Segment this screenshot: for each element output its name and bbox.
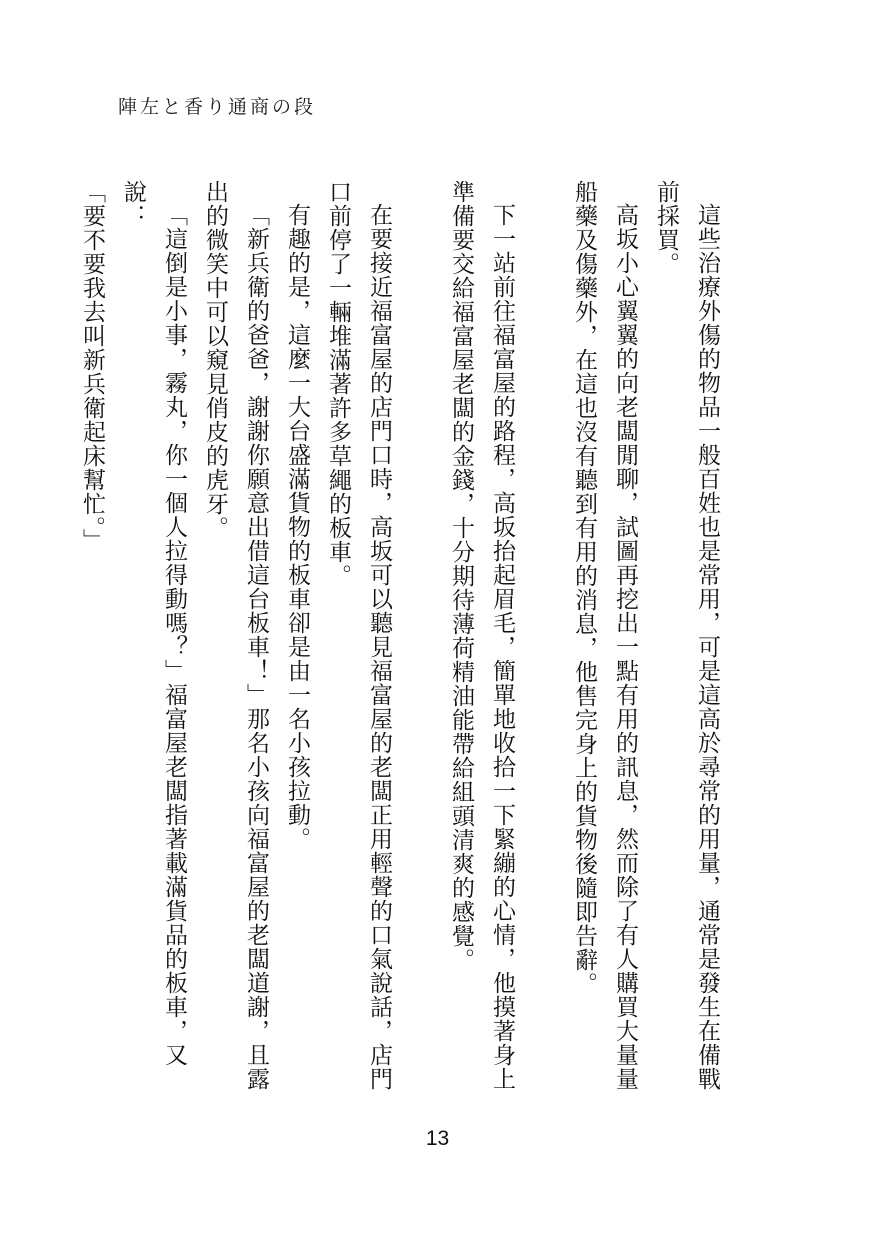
vertical-body-text — [79, 180, 727, 1100]
paragraph: 這些治療外傷的物品一般百姓也是常用，可是這高於尋常的用量，通常是發生在備戰前採買。 — [653, 180, 720, 1091]
running-header: 陣左と香り通商の段 — [118, 96, 317, 118]
page-number: 13 — [425, 1127, 450, 1150]
paragraph: 下一站前往福富屋的路程，高坂抬起眉毛，簡單地收拾一下緊繃的心情，他摸著身上準備要交給福富屋老闆的金錢，十分期待薄荷精油能帶給組頭清爽的感覺。 — [448, 180, 515, 1091]
paragraph: 「要不要我去叫新兵衛起床幫忙。」 — [79, 180, 105, 553]
paragraph: 有趣的是，這麼一大台盛滿貨物的板車卻是由一名小孩拉動。 — [284, 203, 310, 851]
paragraph: 「新兵衛的爸爸，謝謝你願意出借這台板車！」那名小孩向福富屋的老闆道謝，且露出的微笑中可以窺見俏皮的虎牙。 — [202, 180, 269, 1091]
paragraph: 高坂小心翼翼的向老闆閒聊，試圖再挖出一點有用的訊息，然而除了有人購買大量量船藥及傷藥外，在這也沒有聽到有用的消息，他售完身上的貨物後隨即告辭。 — [571, 180, 638, 1091]
paragraph: 「這倒是小事，霧丸，你一個人拉得動嗎？」福富屋老闆指著載滿貨品的板車，又說： — [120, 180, 187, 1067]
paragraph: 在要接近福富屋的店門口時，高坂可以聽見福富屋的老闆正用輕聲的口氣說話，店門口前停了一輛堆滿著許多草繩的板車。 — [325, 180, 392, 1091]
